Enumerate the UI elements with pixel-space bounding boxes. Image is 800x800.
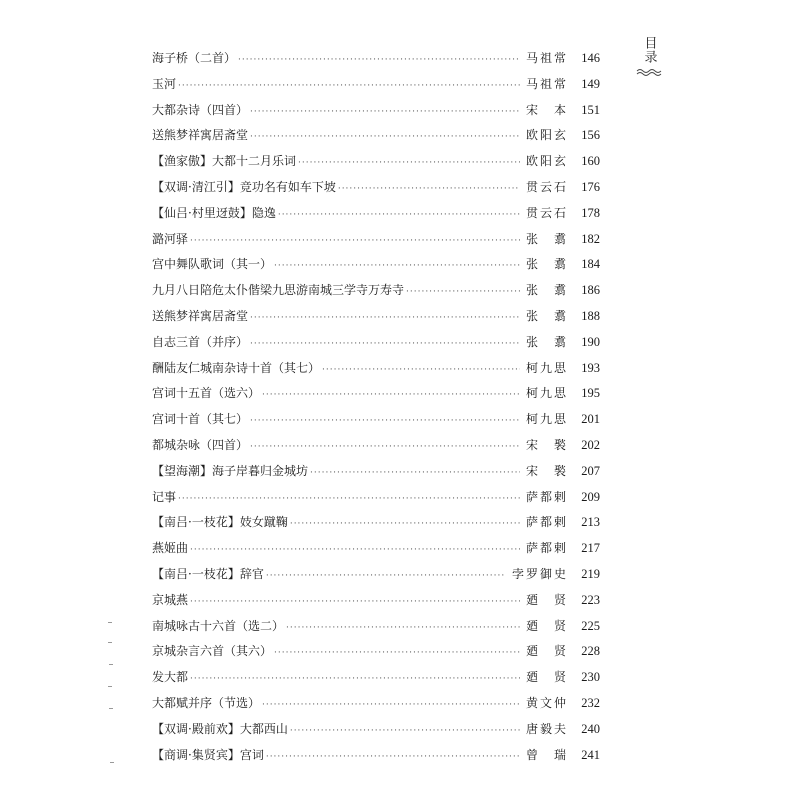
toc-entry-author: 马祖常 xyxy=(526,51,566,65)
toc-entry[interactable] xyxy=(152,433,600,459)
toc-entry-title: 酬陆友仁城南杂诗十首（其七） xyxy=(152,360,321,375)
toc-entry-page-number: 188 xyxy=(581,308,600,323)
toc-entry-author: 曾 瑞 xyxy=(526,747,566,762)
toc-entry-title: 自志三首（并序） xyxy=(152,334,249,349)
toc-entry-title: 京城杂言六首（其六） xyxy=(152,644,273,659)
toc-entry-author: 张 翥 xyxy=(526,257,566,272)
toc-entry-author: 廼 贤 xyxy=(526,592,566,607)
dot-leader xyxy=(250,435,520,461)
toc-entry-title: 【望海潮】海子岸暮归金城坊 xyxy=(152,463,309,478)
toc-entry-title: 【仙吕·村里迓鼓】隐逸 xyxy=(152,205,276,220)
toc-entry-title: 大都杂诗（四首） xyxy=(152,102,249,117)
toc-entry-title: 记事 xyxy=(152,489,177,504)
toc-entry-title: 大都赋并序（节选） xyxy=(152,695,261,710)
dot-leader xyxy=(250,125,520,151)
dot-leader xyxy=(262,383,520,409)
toc-entry-title: 都城杂咏（四首） xyxy=(152,437,249,452)
toc-entry[interactable] xyxy=(152,588,600,614)
toc-entry-author: 宋 本 xyxy=(526,102,566,117)
dot-leader xyxy=(310,461,520,487)
toc-entry-author: 柯九思 xyxy=(526,386,566,401)
toc-entry-title: 南城咏古十六首（选二） xyxy=(152,618,285,633)
toc-entry-page-number: 195 xyxy=(581,386,600,401)
toc-entry-page-number: 186 xyxy=(581,283,600,298)
toc-entry-page-number: 184 xyxy=(581,257,600,272)
toc-entry-author: 黄文仲 xyxy=(526,695,566,710)
toc-entry-author: 廼 贤 xyxy=(526,618,566,633)
toc-entry[interactable] xyxy=(152,72,600,98)
toc-entry-page-number: 219 xyxy=(581,566,600,581)
toc-entry-page-number: 176 xyxy=(581,179,600,194)
toc-entry[interactable] xyxy=(152,691,600,717)
toc-entry-author: 廼 贤 xyxy=(526,644,566,659)
toc-entry[interactable] xyxy=(152,304,600,330)
dot-leader xyxy=(338,177,520,203)
table-of-contents xyxy=(152,46,600,768)
toc-entry-author: 萨都剌 xyxy=(526,541,566,556)
dot-leader xyxy=(250,100,520,126)
toc-entry-author: 张 翥 xyxy=(526,308,566,323)
toc-entry-page-number: 207 xyxy=(581,463,600,478)
toc-entry[interactable] xyxy=(152,252,600,278)
toc-entry[interactable] xyxy=(152,510,600,536)
toc-entry[interactable] xyxy=(152,665,600,691)
toc-entry-title: 燕姬曲 xyxy=(152,541,189,556)
toc-entry[interactable] xyxy=(152,356,600,382)
toc-entry-page-number: 217 xyxy=(581,541,600,556)
toc-entry[interactable] xyxy=(152,227,600,253)
toc-side-label xyxy=(636,34,662,76)
toc-entry-title: 京城燕 xyxy=(152,592,189,607)
dot-leader xyxy=(278,203,520,229)
toc-entry[interactable] xyxy=(152,330,600,356)
dot-leader xyxy=(238,48,520,74)
toc-entry[interactable] xyxy=(152,201,600,227)
dot-leader xyxy=(178,487,520,513)
toc-entry[interactable] xyxy=(152,743,600,769)
dot-leader xyxy=(298,151,520,177)
toc-entry-page-number: 230 xyxy=(581,670,600,685)
toc-entry[interactable] xyxy=(152,407,600,433)
toc-entry[interactable] xyxy=(152,123,600,149)
toc-entry-page-number: 160 xyxy=(581,154,600,169)
dot-leader xyxy=(290,512,520,538)
toc-entry-page-number: 156 xyxy=(581,128,600,143)
toc-entry-author: 马祖常 xyxy=(526,76,566,91)
toc-entry-title: 宫中舞队歌词（其一） xyxy=(152,257,273,272)
toc-entry-page-number: 149 xyxy=(581,76,600,91)
toc-entry-title: 【南吕·一枝花】妓女蹴鞠 xyxy=(152,515,288,530)
dot-leader xyxy=(274,254,520,280)
dot-leader xyxy=(286,616,520,642)
toc-entry[interactable] xyxy=(152,614,600,640)
toc-entry-page-number: 241 xyxy=(581,747,600,762)
toc-entry-author: 张 翥 xyxy=(526,334,566,349)
toc-entry-title: 送熊梦祥寓居斋堂 xyxy=(152,308,249,323)
dot-leader xyxy=(274,641,520,667)
toc-entry[interactable] xyxy=(152,536,600,562)
toc-entry-title: 送熊梦祥寓居斋堂 xyxy=(152,128,249,143)
toc-entry-author: 萨都剌 xyxy=(526,489,566,504)
toc-entry-page-number: 201 xyxy=(581,412,600,427)
toc-entry-author: 宋 褧 xyxy=(526,437,566,452)
toc-entry[interactable] xyxy=(152,381,600,407)
toc-entry-page-number: 213 xyxy=(581,515,600,530)
dot-leader xyxy=(266,745,520,771)
toc-entry-title: 宫词十五首（选六） xyxy=(152,386,261,401)
dot-leader xyxy=(266,564,506,590)
dot-leader xyxy=(250,409,520,435)
toc-entry[interactable] xyxy=(152,459,600,485)
toc-entry-page-number: 232 xyxy=(581,695,600,710)
wave-ornament-icon xyxy=(636,68,662,76)
toc-entry-title: 【双调·殿前欢】大都西山 xyxy=(152,721,288,736)
toc-entry[interactable] xyxy=(152,149,600,175)
toc-entry-title: 宫词十首（其七） xyxy=(152,412,249,427)
toc-entry-title: 玉河 xyxy=(152,76,177,91)
toc-entry-author: 孛罗御史 xyxy=(512,566,566,581)
toc-entry-author: 廼 贤 xyxy=(526,670,566,685)
toc-entry-page-number: 193 xyxy=(581,360,600,375)
toc-entry-page-number: 225 xyxy=(581,618,600,633)
dot-leader xyxy=(322,358,520,384)
toc-entry-page-number: 190 xyxy=(581,334,600,349)
toc-entry-page-number: 146 xyxy=(581,51,600,65)
dot-leader xyxy=(250,332,520,358)
dot-leader xyxy=(190,229,520,255)
toc-entry[interactable] xyxy=(152,717,600,743)
toc-entry-author: 欧阳玄 xyxy=(526,128,566,143)
dot-leader xyxy=(250,306,520,332)
toc-entry-title: 发大都 xyxy=(152,670,189,685)
toc-entry[interactable] xyxy=(152,175,600,201)
toc-entry[interactable] xyxy=(152,278,600,304)
toc-entry[interactable] xyxy=(152,562,600,588)
toc-entry-page-number: 228 xyxy=(581,644,600,659)
toc-entry-page-number: 202 xyxy=(581,437,600,452)
toc-entry-page-number: 240 xyxy=(581,721,600,736)
toc-entry-author: 贯云石 xyxy=(526,205,566,220)
toc-entry-author: 唐毅夫 xyxy=(526,721,566,736)
toc-entry-title: 【南吕·一枝花】辞官 xyxy=(152,566,264,581)
toc-entry-page-number: 209 xyxy=(581,489,600,504)
toc-entry-title: 【商调·集贤宾】宫词 xyxy=(152,747,264,762)
toc-entry-title: 潞河驿 xyxy=(152,231,189,246)
toc-entry-page-number: 223 xyxy=(581,592,600,607)
toc-entry-author: 张 翥 xyxy=(526,231,566,246)
toc-entry[interactable] xyxy=(152,98,600,124)
dot-leader xyxy=(190,590,520,616)
toc-entry-page-number: 178 xyxy=(581,205,600,220)
dot-leader xyxy=(406,280,520,306)
page-edge-marks xyxy=(106,612,120,772)
toc-entry-title: 九月八日陪危太仆偕梁九思游南城三学寺万寿寺 xyxy=(152,283,405,298)
toc-entry-title: 【双调·清江引】竞功名有如车下坡 xyxy=(152,179,336,194)
toc-entry-title: 【渔家傲】大都十二月乐词 xyxy=(152,154,297,169)
dot-leader xyxy=(190,538,520,564)
dot-leader xyxy=(178,74,520,100)
toc-entry-title: 海子桥（二首） xyxy=(152,51,237,65)
toc-entry-page-number: 151 xyxy=(581,102,600,117)
toc-entry-author: 宋 褧 xyxy=(526,463,566,478)
toc-entry-author: 贯云石 xyxy=(526,179,566,194)
toc-entry-author: 柯九思 xyxy=(526,360,566,375)
toc-entry-author: 萨都剌 xyxy=(526,515,566,530)
toc-entry[interactable] xyxy=(152,485,600,511)
dot-leader xyxy=(262,693,520,719)
toc-heading: 目录 xyxy=(641,36,657,64)
dot-leader xyxy=(290,719,520,745)
toc-entry-page-number: 182 xyxy=(581,231,600,246)
toc-entry[interactable] xyxy=(152,46,600,72)
toc-entry-author: 张 翥 xyxy=(526,283,566,298)
toc-entry[interactable] xyxy=(152,639,600,665)
toc-entry-author: 柯九思 xyxy=(526,412,566,427)
toc-entry-author: 欧阳玄 xyxy=(526,154,566,169)
dot-leader xyxy=(190,667,520,693)
